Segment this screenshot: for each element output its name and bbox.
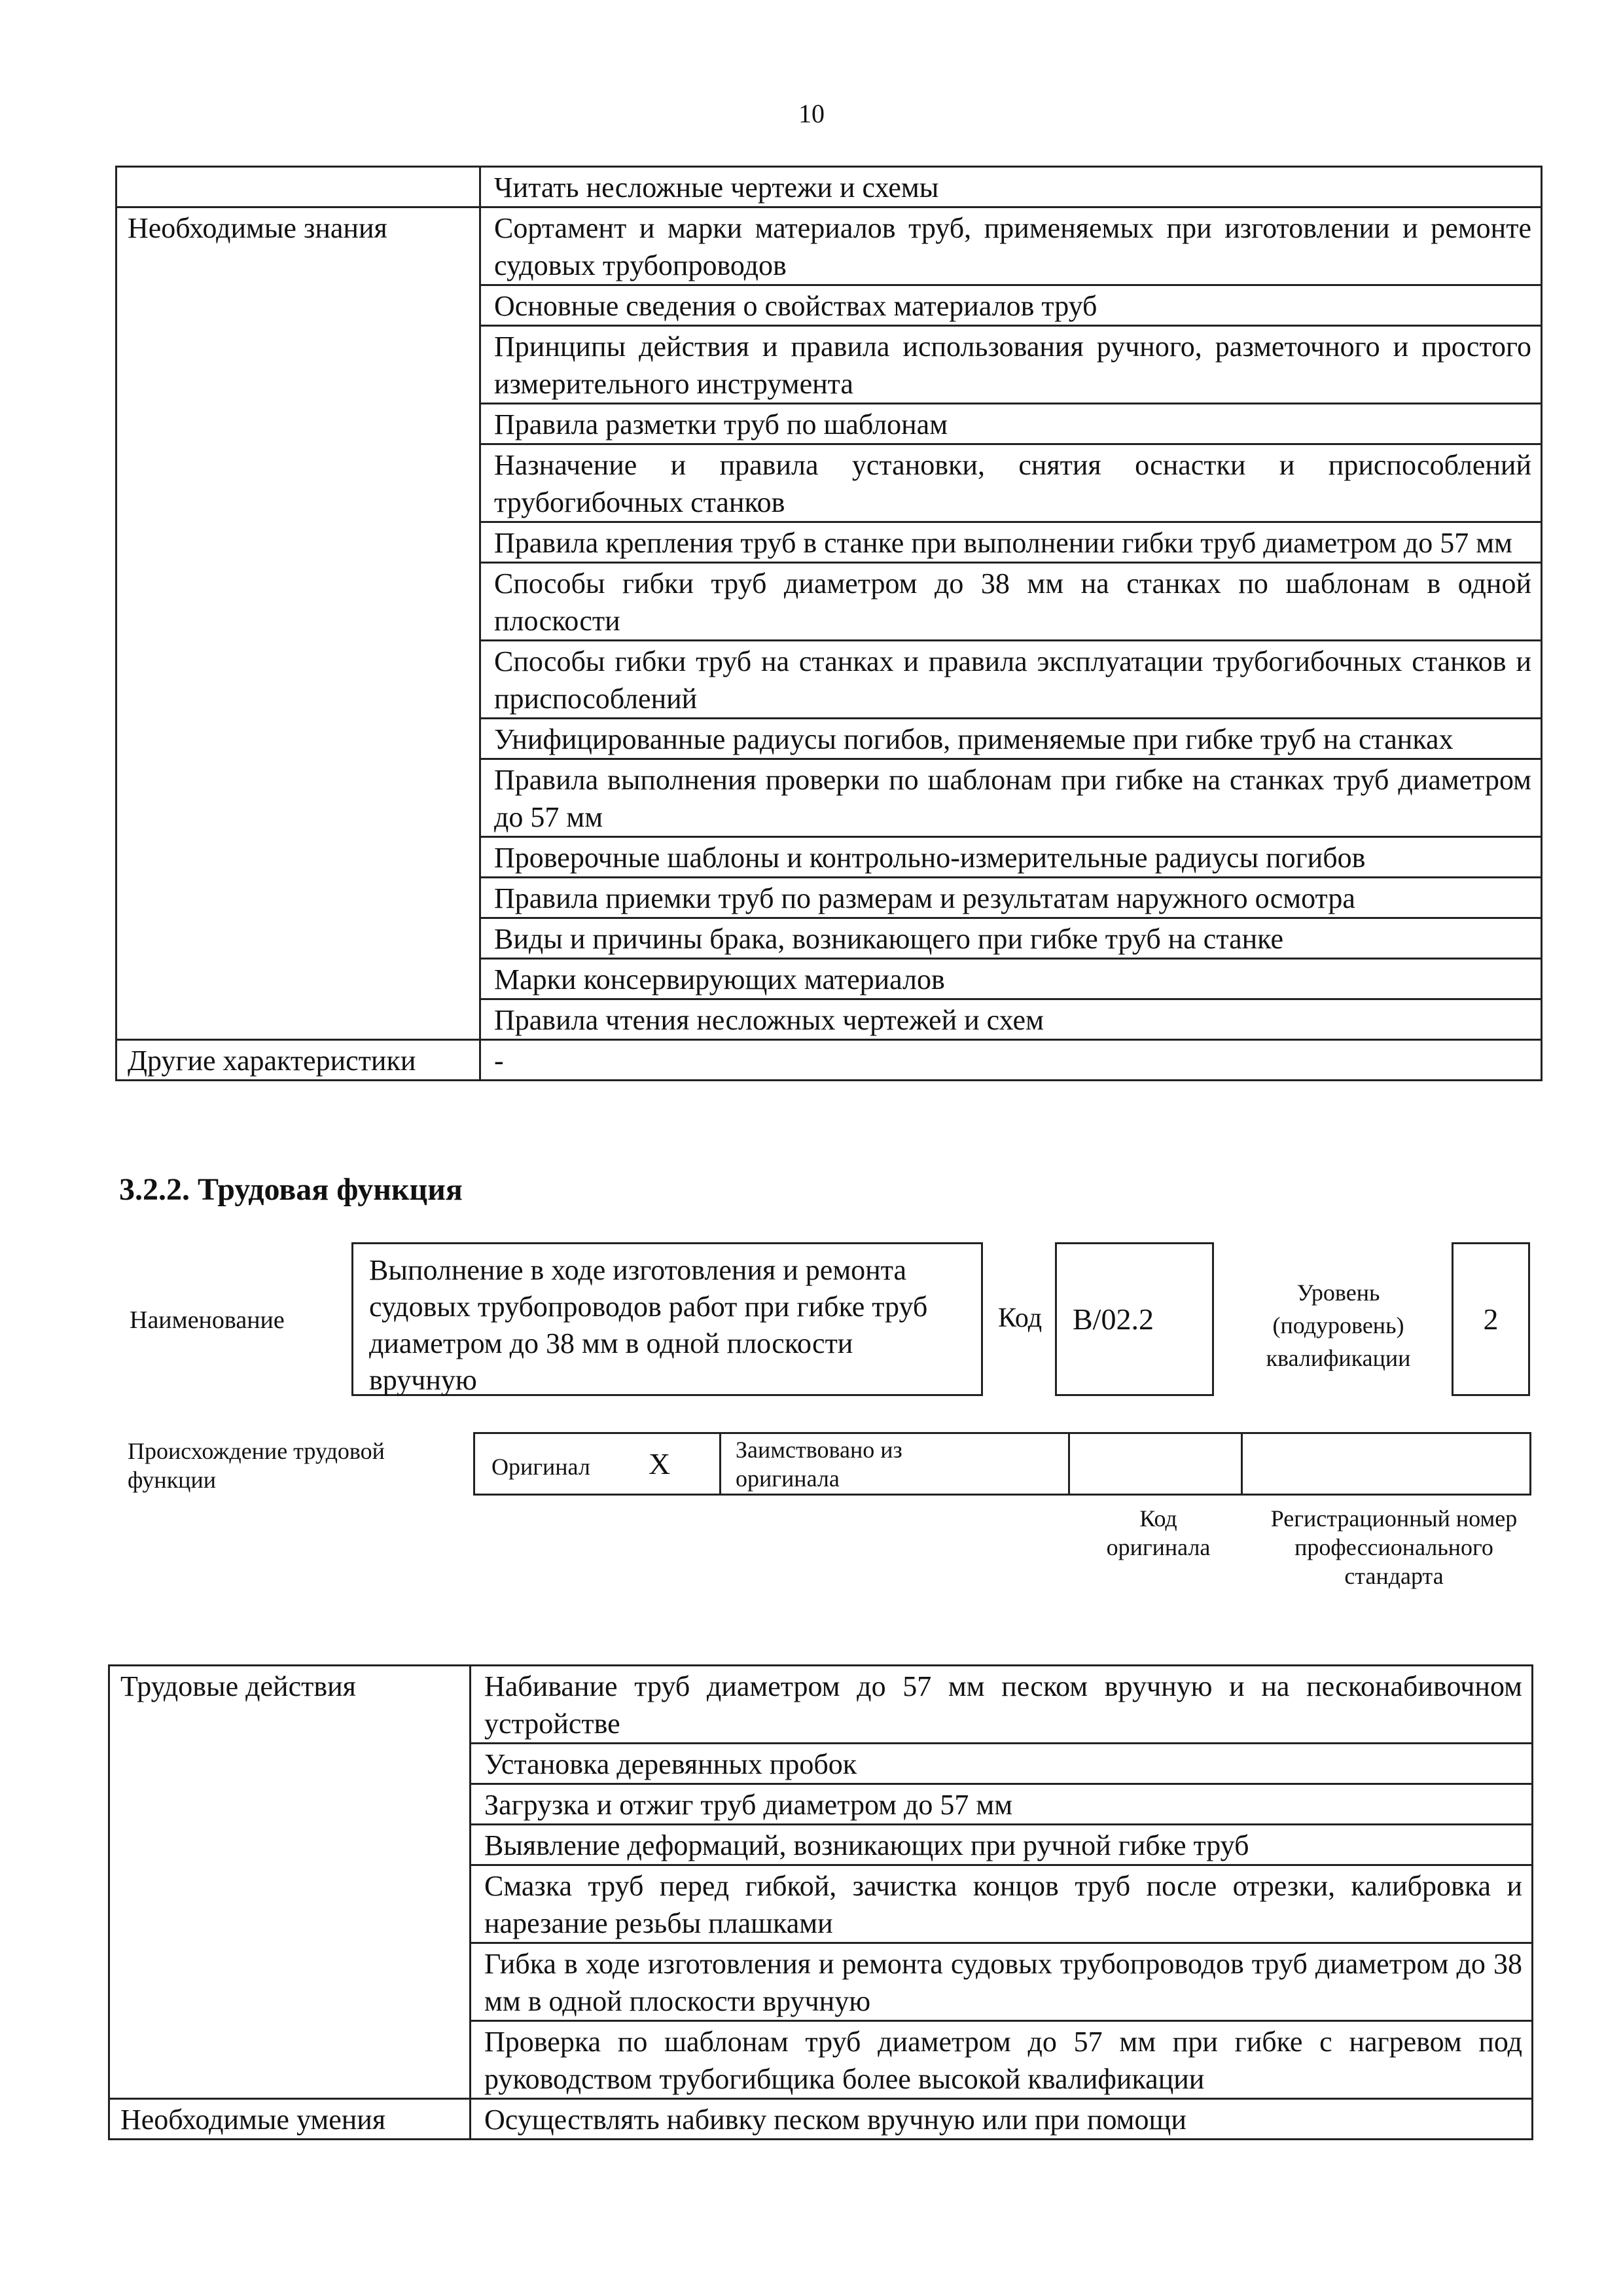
row-item: Унифицированные радиусы погибов, применяемые при гибке труб на станках [480,719,1542,759]
row-item: Способы гибки труб диаметром до 38 мм на станках по шаблонам в одной плоскости [480,563,1542,641]
borrowed-cell [721,1434,1070,1494]
origin-label: Происхождение трудовой функции [128,1438,385,1493]
row-item: Принципы действия и правила использования ручного, разметочного и простого измерительного инструмента [480,326,1542,404]
row-item: Выявление деформаций, возникающих при ручной гибке труб [471,1825,1533,1865]
row-item: Читать несложные чертежи и схемы [480,167,1542,207]
code-value: B/02.2 [1055,1242,1214,1396]
row-label: Необходимые знания [116,207,480,1040]
row-item: Правила выполнения проверки по шаблонам при гибке на станках труб диаметром до 57 мм [480,759,1542,837]
row-item: Гибка в ходе изготовления и ремонта судовых трубопроводов труб диаметром до 38 мм в одной плоскости вручную [471,1943,1533,2021]
original-cell [475,1434,721,1494]
borrowed-label: Заимствовано из оригинала [736,1437,902,1492]
row-item: Правила приемки труб по размерам и результатам наружного осмотра [480,878,1542,918]
row-item: Правила разметки труб по шаблонам [480,404,1542,444]
row-item: Смазка труб перед гибкой, зачистка концов труб после отрезки, калибровка и нарезание резьбы плашками [471,1865,1533,1943]
reg-caption: Регистрационный номер профессионального стандарта [1270,1505,1518,1589]
row-label: Другие характеристики [116,1040,480,1081]
level-label: Уровень (подуровень) квалификации [1266,1280,1411,1371]
origin-row [473,1432,1531,1496]
row-item: Правила чтения несложных чертежей и схем [480,999,1542,1040]
reg-number-cell [1243,1434,1529,1494]
row-item: Установка деревянных пробок [471,1744,1533,1784]
row-item: Проверочные шаблоны и контрольно-измерительные радиусы погибов [480,837,1542,878]
row-label: Необходимые умения [109,2099,471,2140]
level-value: 2 [1452,1242,1530,1396]
row-item: Загрузка и отжиг труб диаметром до 57 мм [471,1784,1533,1825]
original-mark: X [649,1447,671,1480]
original-code-cell [1070,1434,1243,1494]
row-item: Правила крепления труб в станке при выполнении гибки труб диаметром до 57 мм [480,522,1542,563]
row-item: Способы гибки труб на станках и правила эксплуатации трубогибочных станков и приспособлений [480,641,1542,719]
table-row [116,207,1542,285]
row-item: Марки консервирующих материалов [480,959,1542,999]
page-number: 10 [798,99,825,128]
actions-table [108,1664,1533,2140]
row-label: Трудовые действия [109,1666,471,2099]
table-row [116,167,1542,207]
row-item: Сортамент и марки материалов труб, применяемых при изготовлении и ремонте судовых трубопроводов [480,207,1542,285]
function-name: Выполнение в ходе изготовления и ремонта судовых трубопроводов работ при гибке труб диаметром до 38 мм в одной плоскости вручную [351,1242,983,1396]
knowledge-table [115,166,1543,1081]
row-item: Проверка по шаблонам труб диаметром до 57 мм при гибке с нагревом под руководством трубогибщика более высокой квалификации [471,2021,1533,2099]
table-row [109,1666,1533,1744]
row-item: - [480,1040,1542,1081]
row-item: Набивание труб диаметром до 57 мм песком вручную и на песконабивочном устройстве [471,1666,1533,1744]
row-item: Виды и причины брака, возникающего при гибке труб на станке [480,918,1542,959]
row-item: Осуществлять набивку песком вручную или при помощи [471,2099,1533,2140]
code-caption: Код оригинала [1106,1505,1211,1560]
table-row [116,1040,1542,1081]
section-heading: 3.2.2. Трудовая функция [119,1172,463,1207]
original-label: Оригинал [491,1454,590,1480]
table-row [109,2099,1533,2140]
row-item: Назначение и правила установки, снятия оснастки и приспособлений трубогибочных станков [480,444,1542,522]
name-label: Наименование [130,1306,285,1334]
row-label [116,167,480,207]
code-label: Код [998,1303,1043,1333]
row-item: Основные сведения о свойствах материалов труб [480,285,1542,326]
